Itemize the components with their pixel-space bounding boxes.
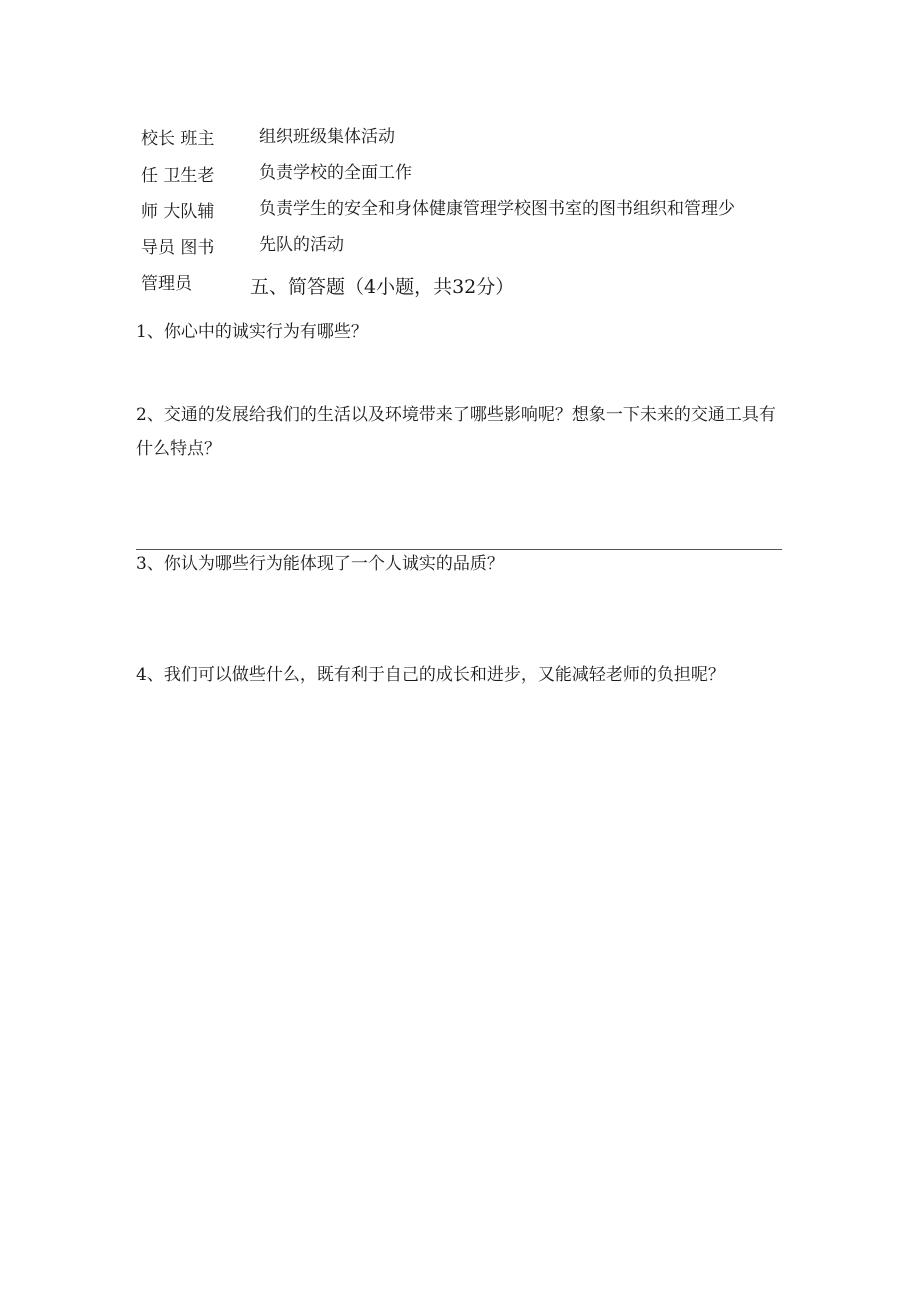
matching-right-item: 组织班级集体活动 <box>259 127 395 147</box>
matching-left-item: 师 大队辅 <box>141 202 215 222</box>
matching-right-item: 负责学生的安全和身体健康管理学校图书室的图书组织和管理少 <box>259 199 735 219</box>
matching-left-item: 导员 图书 <box>141 238 215 258</box>
matching-left-item: 管理员 <box>141 274 192 294</box>
matching-right-item: 负责学校的全面工作 <box>259 163 412 183</box>
matching-left-item: 校长 班主 <box>141 129 215 149</box>
question-item: 2、交通的发展给我们的生活以及环境带来了哪些影响呢？想象一下未来的交通工具有什么特点？ <box>136 405 776 459</box>
question-item: 1、你心中的诚实行为有哪些？ <box>136 322 368 342</box>
section-heading: 五、简答题（4小题，共32分） <box>250 276 515 298</box>
matching-right-item: 先队的活动 <box>259 235 344 255</box>
matching-left-item: 任 卫生老 <box>141 166 215 186</box>
question-item: 3、你认为哪些行为能体现了一个人诚实的品质？ <box>136 554 504 574</box>
question-item: 4、我们可以做些什么，既有利于自己的成长和进步，又能减轻老师的负担呢？ <box>136 665 725 685</box>
